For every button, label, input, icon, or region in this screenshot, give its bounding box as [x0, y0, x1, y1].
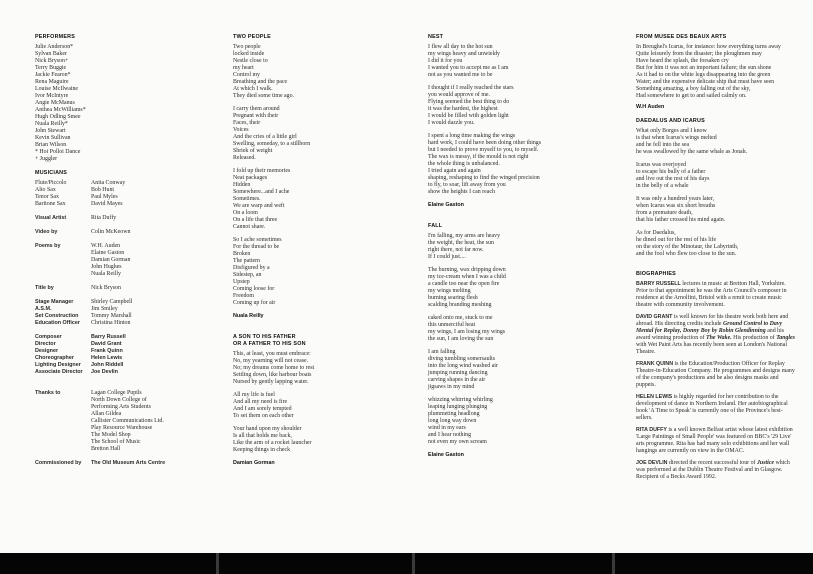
- two-people-line: Faces, their: [233, 120, 261, 126]
- nest-line: the whole thing is unbalanced.: [428, 161, 500, 167]
- title-label: Title by: [35, 285, 54, 291]
- crew-member-value: Christina Hinton: [91, 320, 131, 326]
- daedalus-line: As for Daedalus,: [636, 230, 676, 236]
- two-people-stanza: [233, 168, 398, 231]
- poet-name: W.H. Auden: [91, 243, 121, 249]
- fold-mark: [412, 553, 415, 574]
- nest-line: my wings heavy and unwieldy: [428, 51, 500, 57]
- poems-row: [35, 243, 205, 278]
- biography-title-ref: Justice: [756, 460, 774, 466]
- poet-name: Nuala Reilly: [91, 271, 121, 277]
- performers-heading: PERFORMERS: [35, 34, 76, 40]
- biography-text: is highly regarded for her contribution to the development of dance in Northern Ireland. Her autobiographical book 'A Time to Speak' is currently one of the Province's best-sellers.: [636, 394, 788, 421]
- two-people-line: Sometimes.: [233, 196, 261, 202]
- poem-two-people-body: [233, 44, 398, 307]
- musicians-heading: MUSICIANS: [35, 170, 68, 176]
- two-people-line: Breathing and the pace: [233, 79, 288, 85]
- nest-line: show the heights I can reach: [428, 189, 495, 195]
- son-father-line: No; my dreams come home to rest: [233, 365, 315, 371]
- son-father-line: Your hand upon my shoulder: [233, 426, 302, 432]
- biographies-column: [636, 34, 796, 486]
- son-father-stanza: [233, 426, 398, 454]
- fall-line: a candle too near the open fire: [428, 281, 500, 287]
- two-people-line: Voices: [233, 127, 249, 133]
- musee-line: In Breughel's Icarus, for instance: how everything turns away: [636, 44, 781, 50]
- nest-line: it was the hardest, the highest: [428, 106, 498, 112]
- thanks-item: Play Resource Warehouse: [91, 425, 153, 431]
- musician-value: Anita Conway: [91, 180, 126, 186]
- thanks-label: Thanks to: [35, 390, 61, 396]
- biography-entry: [636, 361, 796, 389]
- nest-line: hard work, I could have been doing other things: [428, 140, 542, 146]
- fall-line: the sun, I am loving the sun: [428, 336, 494, 342]
- biography-title-ref: Tangles: [776, 335, 795, 341]
- biography-text: with Wet Paint Arts has recently been seen at London's National Theatre.: [636, 342, 787, 355]
- musicians-list: [35, 180, 205, 208]
- fold-mark: [216, 553, 219, 574]
- thanks-item: Bretton Hall: [91, 446, 121, 452]
- creative-member-value: Frank Quinn: [91, 348, 123, 354]
- two-people-line: Coming loose for: [233, 286, 275, 292]
- fall-line: If I could just....: [428, 254, 466, 260]
- musee-body: [636, 44, 796, 100]
- visual-artist-value: Rita Duffy: [91, 215, 117, 221]
- musician-value: David Mayes: [91, 201, 123, 207]
- performer-name: Jackie Fearon*: [35, 72, 71, 78]
- daedalus-line: Icarus was overjoyed: [636, 162, 687, 168]
- two-people-line: Freedom: [233, 293, 254, 299]
- son-father-line: Nursed by gently lapping water.: [233, 379, 309, 385]
- video-label: Video by: [35, 229, 58, 235]
- biography-entry: [636, 394, 796, 422]
- musee-line: Something amazing, a boy falling out of the sky,: [636, 86, 751, 92]
- nest-line: The wax is messy, if the mould is not right: [428, 154, 529, 160]
- performer-name: Julie Anderson*: [35, 44, 74, 50]
- daedalus-stanza: [636, 162, 796, 190]
- two-people-line: Disfigured by a: [233, 265, 270, 271]
- nest-line: I tried again and again: [428, 168, 481, 174]
- performer-name: Rena Maguire: [35, 79, 69, 85]
- nest-line: not as you wanted me to be: [428, 72, 493, 78]
- fall-stanza: [428, 267, 598, 309]
- biography-text: is a well known Belfast artist whose latest exhibition 'Large Paintings of Small People' was featured on BBC's '29 Live' arts programme. Rita has had many solo exhibitions and her wall hangings are currently on view in the OMAC.: [636, 427, 793, 454]
- musician-label: Flute/Piccolo: [35, 180, 67, 186]
- daedalus-stanza: [636, 128, 796, 156]
- crew-member-label: A.S.M.: [35, 306, 52, 312]
- poem-nest-title: NEST: [428, 34, 444, 40]
- fall-line: jigsaws in my mind: [428, 384, 475, 390]
- performer-name: Kevin Sullivan: [35, 135, 71, 141]
- fall-line: caked onto me, stuck to me: [428, 315, 493, 321]
- musician-label: Tenor Sax: [35, 194, 59, 200]
- musee-line: Had somewhere to get to and sailed calmly on.: [636, 93, 747, 99]
- two-people-line: Swelling, someday, to a stillborn: [233, 141, 311, 147]
- two-people-line: I carry them around: [233, 106, 280, 112]
- biography-title-ref: The Wake.: [706, 335, 732, 341]
- two-people-line: Nestle close to: [233, 58, 268, 64]
- fall-line: The burning, wax dripping down: [428, 267, 506, 273]
- thanks-item: The Model Shop: [91, 432, 131, 438]
- two-people-line: I fold up their memories: [233, 168, 291, 174]
- daedalus-body: [636, 128, 796, 258]
- two-people-line: Coming up for air: [233, 300, 276, 306]
- nest-stanza: [428, 133, 598, 196]
- commissioned-label: Commissioned by: [35, 460, 82, 466]
- musician-value: Paul Myles: [91, 194, 118, 200]
- daedalus-line: he dined out for the rest of his life: [636, 237, 717, 243]
- son-father-line: Is all that holds me back,: [233, 433, 292, 439]
- two-people-line: And the cries of a little girl: [233, 134, 297, 140]
- daedalus-line: that his father crossed his mind again.: [636, 217, 726, 223]
- fall-line: jumping running dancing: [428, 370, 488, 376]
- fall-line: into the long wind washed air: [428, 363, 498, 369]
- fall-line: long long way down: [428, 418, 477, 424]
- commissioned-row: [35, 460, 205, 467]
- biography-name: DAVID GRANT: [636, 314, 673, 320]
- musee-line: As it had to on the white legs disappearing into the green: [636, 72, 771, 78]
- nest-stanza: [428, 85, 598, 127]
- musee-line: But for him it was not an important failure; the sun shone: [636, 65, 772, 71]
- creative-member-label: Composer: [35, 334, 62, 340]
- poems-column-2: [233, 34, 398, 467]
- fall-line: this unmerciful heat: [428, 322, 476, 328]
- daedalus-line: he was swallowed by the same whale as Jonah.: [636, 149, 748, 155]
- nest-line: you would approve of me.: [428, 92, 491, 98]
- performer-name: Louise McIlwaine: [35, 86, 79, 92]
- biography-text: is the Education/Production Officer for Replay Theatre-in-Education Company. He programmes and designs many of the company's productions and he also designs masks and puppets.: [636, 361, 795, 388]
- two-people-line: Released.: [233, 155, 256, 161]
- biography-text: and his award winning production of: [636, 328, 785, 341]
- daedalus-line: and he fell into the sea: [636, 142, 690, 148]
- poem-two-people-title: TWO PEOPLE: [233, 34, 271, 40]
- two-people-line: On a life that three: [233, 217, 278, 223]
- fall-line: whizzing whirring whirling: [428, 397, 493, 403]
- daedalus-line: in the belly of a whale: [636, 183, 689, 189]
- creative-member-value: Joe Devlin: [91, 369, 118, 375]
- son-father-line: To set them on each other: [233, 413, 294, 419]
- son-father-line: All my life is fuel: [233, 392, 275, 398]
- poem-son-body: [233, 351, 398, 454]
- poem-son-title-line1: A SON TO HIS FATHER: [233, 334, 296, 340]
- fall-line: the weight, the heat, the sun: [428, 240, 494, 246]
- poet-name: John Hughes: [91, 264, 122, 270]
- performer-name: * Hoi Polloi Dance: [35, 149, 81, 155]
- fall-line: not even my own scream: [428, 439, 487, 445]
- fall-stanza: [428, 397, 598, 446]
- son-father-line: Keeping things in check: [233, 447, 291, 453]
- musee-line: Water; and the expensive delicate ship that must have seen: [636, 79, 775, 85]
- biography-name: FRANK QUINN: [636, 361, 674, 367]
- bottom-dark-strip: [0, 553, 813, 574]
- thanks-item: Performing Arts Students: [91, 404, 151, 410]
- daedalus-line: It was only a hundred years later,: [636, 196, 715, 202]
- biography-text: is well known for his theatre work both here and abroad. His directing credits include: [636, 314, 789, 327]
- crew-list: [35, 299, 205, 327]
- two-people-line: We are warp and weft: [233, 203, 285, 209]
- performer-name: Nuala Reilly*: [35, 121, 68, 127]
- son-father-line: Like the arm of a rocket launcher: [233, 440, 312, 446]
- two-people-line: Somewhere...and I ache: [233, 189, 290, 195]
- two-people-stanza: [233, 44, 398, 100]
- thanks-item: The School of Music: [91, 439, 141, 445]
- poem-two-people-author: Nuala Reilly: [233, 313, 264, 319]
- fall-stanza: [428, 233, 598, 261]
- fall-line: right there, not far now.: [428, 247, 484, 253]
- two-people-line: For the thread to be: [233, 244, 280, 250]
- daedalus-line: and live out the rest of his days: [636, 176, 710, 182]
- fall-line: plummeting headlong: [428, 411, 480, 417]
- biography-entry: [636, 460, 796, 481]
- credits-column: [35, 34, 205, 467]
- poem-fall-author: Elaine Gaston: [428, 452, 464, 458]
- biography-name: BARRY RUSSELL: [636, 281, 681, 287]
- biography-name: RITA DUFFY: [636, 427, 667, 433]
- thanks-list: [91, 390, 205, 453]
- nest-line: I spent a long time making the wings: [428, 133, 516, 139]
- poem-son-title-line2: OR A FATHER TO HIS SON: [233, 341, 306, 347]
- performer-name: + Juggler: [35, 156, 58, 162]
- nest-line: I would be filled with golden light: [428, 113, 509, 119]
- daedalus-line: is that when Icarus's wings melted: [636, 135, 717, 141]
- performer-name: Angie McManus: [35, 100, 75, 106]
- daedalus-line: and the fool who flew too close to the sun.: [636, 251, 737, 257]
- creative-member-value: Helen Lewis: [91, 355, 123, 361]
- fall-line: wind in my ears: [428, 425, 466, 431]
- crew-member-value: Jim Smiley: [91, 306, 118, 312]
- son-father-line: No, my yearning will not cease.: [233, 358, 309, 364]
- two-people-line: locked inside: [233, 51, 265, 57]
- two-people-stanza: [233, 237, 398, 307]
- daedalus-line: What only Borges and I know: [636, 128, 707, 134]
- creative-member-label: Director: [35, 341, 56, 347]
- two-people-line: my heart: [233, 65, 254, 71]
- fall-line: scalding branding meshing: [428, 302, 492, 308]
- nest-line: to fly, to soar, lift away from you: [428, 182, 506, 188]
- biography-text: lectures in music at Bretton Hall, Yorkshire. Prior to that appointment he was the Arts Council's composer in residence at the Arnolfini, Bristol with a remit to create music theatre with community involvement.: [636, 281, 787, 308]
- biography-text: which was performed at the Dublin Theatre Festival and in Glasgow. Recipient of a Becks Award 1992.: [636, 460, 790, 480]
- biography-entry: [636, 427, 796, 455]
- two-people-line: Shriek of weight: [233, 148, 273, 154]
- visual-artist-label: Visual Artist: [35, 215, 67, 221]
- performer-name: Terry Buggie: [35, 65, 67, 71]
- poet-name: Elaine Gaston: [91, 250, 125, 256]
- fall-line: my ice-cream when I was a child: [428, 274, 506, 280]
- musician-label: Baritone Sax: [35, 201, 66, 207]
- visual-artist-row: [35, 215, 205, 222]
- two-people-line: So I ache sometimes: [233, 237, 282, 243]
- son-father-line: And I am sorely tempted: [233, 406, 292, 412]
- daedalus-line: when Icarus was six short breaths: [636, 203, 716, 209]
- daedalus-line: to escape his bully of a father: [636, 169, 706, 175]
- crew-member-label: Stage Manager: [35, 299, 74, 305]
- son-father-line: And all my need is fire: [233, 399, 288, 405]
- two-people-line: On a loom: [233, 210, 258, 216]
- fall-line: diving tumbling somersaults: [428, 356, 496, 362]
- two-people-line: Neat packages: [233, 175, 268, 181]
- son-father-stanza: [233, 351, 398, 386]
- fall-line: and I hear nothing: [428, 432, 472, 438]
- crew-member-label: Education Officer: [35, 320, 80, 326]
- two-people-line: They died some time ago.: [233, 93, 295, 99]
- commissioned-value: The Old Museum Arts Centre: [91, 460, 166, 466]
- title-value: Nick Bryson: [91, 285, 121, 291]
- daedalus-stanza: [636, 196, 796, 224]
- two-people-line: Upstep: [233, 279, 250, 285]
- crew-member-value: Shirley Campbell: [91, 299, 133, 305]
- biography-text: His production of: [731, 335, 777, 341]
- fall-stanza: [428, 349, 598, 391]
- performer-name: Brian Wilson: [35, 142, 67, 148]
- two-people-line: Sidestep, an: [233, 272, 262, 278]
- fall-line: I'm falling, my arms are heavy: [428, 233, 501, 239]
- fall-line: my wings, I am losing my wings: [428, 329, 506, 335]
- nest-line: I wanted you to accept me as I am: [428, 65, 509, 71]
- poems-label: Poems by: [35, 243, 61, 249]
- son-father-line: This, at least, you must embrace:: [233, 351, 311, 357]
- poems-column-3: [428, 34, 598, 459]
- son-father-stanza: [233, 392, 398, 420]
- poems-list: [91, 243, 205, 278]
- two-people-line: Cannot share.: [233, 224, 266, 230]
- poem-son-author: Damian Gorman: [233, 460, 275, 466]
- two-people-line: Broken: [233, 251, 251, 257]
- fold-mark: [612, 553, 615, 574]
- performer-name: Sylvan Baker: [35, 51, 67, 57]
- nest-line: I flew all day to the hot sun: [428, 44, 493, 50]
- nest-stanza: [428, 44, 598, 79]
- musee-author: W.H Auden: [636, 104, 665, 110]
- creative-member-label: Designer: [35, 348, 59, 354]
- creative-member-label: Choreographer: [35, 355, 74, 361]
- thanks-item: Allan Gildea: [91, 411, 122, 417]
- creative-member-label: Lighting Designer: [35, 362, 81, 368]
- title-row: [35, 285, 205, 292]
- son-father-line: Settling down, like harbour boats: [233, 372, 312, 378]
- creative-team-list: [35, 334, 205, 376]
- musee-line: Have heard the splash, the forsaken cry: [636, 58, 729, 64]
- musician-label: Alto Sax: [35, 187, 56, 193]
- creative-member-value: John Riddell: [91, 362, 124, 368]
- musee-line: Quite leisurely from the disaster; the ploughmen may: [636, 51, 762, 57]
- nest-line: but I needed to prove myself to you, to myself.: [428, 147, 539, 153]
- thanks-item: North Down College of: [91, 397, 147, 403]
- performer-name: Ivor McIntyre: [35, 93, 69, 99]
- fall-line: burning searing flesh: [428, 295, 478, 301]
- nest-line: I thought if I really reached the stars: [428, 85, 514, 91]
- two-people-stanza: [233, 106, 398, 162]
- nest-line: shaping, reshaping to find the winged precision: [428, 175, 540, 181]
- biographies-title: BIOGRAPHIES: [636, 271, 676, 277]
- fall-line: I am falling: [428, 349, 456, 355]
- biographies-list: [636, 281, 796, 481]
- biography-entry: [636, 281, 796, 309]
- two-people-line: Control my: [233, 72, 260, 78]
- performer-name: John Stewart: [35, 128, 66, 134]
- daedalus-stanza: [636, 230, 796, 258]
- crew-member-value: Tommy Marshall: [91, 313, 132, 319]
- biography-name: HELEN LEWIS: [636, 394, 673, 400]
- performers-list: [35, 44, 205, 163]
- two-people-line: The pattern: [233, 258, 260, 264]
- nest-line: Flying seemed the best thing to do: [428, 99, 510, 105]
- two-people-line: Pregnant with their: [233, 113, 279, 119]
- video-value: Colin McKeown: [91, 229, 131, 235]
- nest-line: I did it for you: [428, 58, 463, 64]
- creative-member-value: Barry Russell: [91, 334, 126, 340]
- daedalus-line: on the story of the Minotaur, the Labyrinth,: [636, 244, 739, 250]
- two-people-line: At which I walk.: [233, 86, 273, 92]
- poem-fall-body: [428, 233, 598, 446]
- biography-title-ref: Ground Control to Davy Mental for Replay, Donny Boy by Robin Glendinning: [636, 321, 783, 334]
- nest-line: I would dazzle you.: [428, 120, 475, 126]
- daedalus-title: DAEDALUS AND ICARUS: [636, 118, 705, 124]
- biography-entry: [636, 314, 796, 356]
- thanks-item: Lagan College Pupils: [91, 390, 142, 396]
- biography-text: directed the recent successful tour of: [667, 460, 757, 466]
- thanks-item: Callister Communications Ltd.: [91, 418, 164, 424]
- performer-name: Hugh Odling Smee: [35, 114, 81, 120]
- fall-stanza: [428, 315, 598, 343]
- musician-value: Bob Hunt: [91, 187, 115, 193]
- poem-nest-author: Elaine Gaston: [428, 202, 464, 208]
- fall-line: leaping lunging plunging: [428, 404, 488, 410]
- two-people-line: Two people: [233, 44, 261, 50]
- daedalus-line: from a premature death,: [636, 210, 693, 216]
- video-row: [35, 229, 205, 236]
- two-people-line: Hidden: [233, 182, 251, 188]
- poem-nest-body: [428, 44, 598, 196]
- performer-name: Anthea McWilliams*: [35, 107, 86, 113]
- musee-title: FROM MUSEE DES BEAUX ARTS: [636, 34, 727, 40]
- creative-member-label: Associate Director: [35, 369, 83, 375]
- creative-member-value: David Grant: [91, 341, 122, 347]
- fall-line: carving shapes in the air: [428, 377, 486, 383]
- biography-name: JOE DEVLIN: [636, 460, 668, 466]
- performer-name: Nick Bryson+: [35, 58, 69, 64]
- poet-name: Damian Gorman: [91, 257, 131, 263]
- fall-line: my wings melting: [428, 288, 471, 294]
- crew-member-label: Set Construction: [35, 313, 79, 319]
- thanks-row: [35, 390, 205, 453]
- poem-fall-title: FALL: [428, 223, 443, 229]
